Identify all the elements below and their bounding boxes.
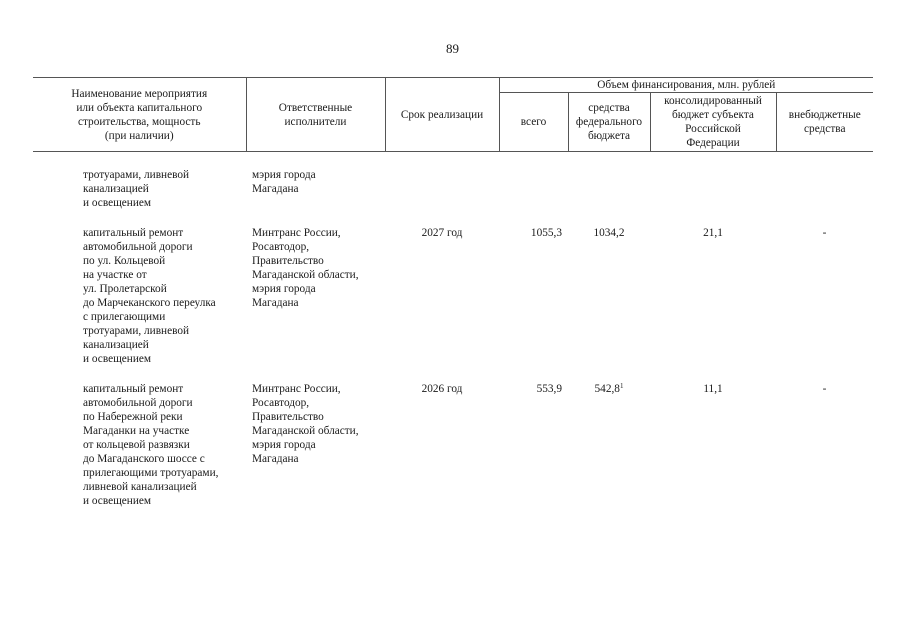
header-federal: средства федерального бюджета	[568, 93, 650, 152]
row-regional	[650, 168, 776, 210]
table-header	[33, 78, 873, 152]
row-term	[385, 168, 499, 210]
financing-table	[33, 77, 873, 508]
row-federal	[568, 168, 650, 210]
row-total: 1055,3	[530, 227, 562, 239]
row-responsible: мэрия города Магадана	[252, 169, 316, 195]
spacer	[33, 366, 873, 382]
row-term: 2027 год	[421, 227, 463, 239]
row-responsible: Минтранс России, Росавтодор, Правительство Магаданской области, мэрия города Магадана	[252, 383, 359, 465]
row-federal	[568, 226, 650, 366]
row-responsible: Минтранс России, Росавтодор, Правительство Магаданской области, мэрия города Магадана	[252, 227, 359, 309]
row-total	[499, 168, 568, 210]
row-name: тротуарами, ливневой канализацией и освещением	[83, 169, 190, 209]
header-regional: консолидированный бюджет субъекта Российской Федерации	[650, 93, 776, 152]
row-regional: 11,1	[703, 383, 723, 395]
row-extra	[776, 168, 873, 210]
row-federal	[568, 382, 650, 508]
spacer	[33, 152, 873, 169]
table-row	[33, 226, 873, 366]
row-name: капитальный ремонт автомобильной дороги по ул. Кольцевой на участке от ул. Пролетарской до Марчеканского переулка с прилегающими тротуарами, ливневой канализацией и освещением	[83, 227, 216, 365]
header-extra: внебюджетные средства	[776, 93, 873, 152]
header-term: Срок реализации	[385, 78, 499, 152]
row-total: 553,9	[536, 383, 562, 395]
table-row	[33, 382, 873, 508]
row-regional: 21,1	[703, 227, 723, 239]
row-federal-value: 1034,2	[593, 227, 625, 239]
header-total: всего	[499, 93, 568, 152]
header-responsible: Ответственные исполнители	[246, 78, 385, 152]
row-federal-footnote: 1	[619, 382, 624, 390]
row-term: 2026 год	[421, 383, 463, 395]
header-finance-group: Объем финансирования, млн. рублей	[499, 78, 873, 93]
page-number: 89	[446, 41, 459, 56]
spacer	[33, 210, 873, 226]
table-body	[33, 152, 873, 509]
row-extra: -	[822, 227, 827, 239]
row-federal-value: 542,8	[594, 383, 620, 395]
row-name: капитальный ремонт автомобильной дороги по Набережной реки Магаданки на участке от кольцевой развязки до Магаданского шоссе с прилегающими тротуарами, ливневой канализацией и освещением	[83, 383, 219, 507]
table-row	[33, 168, 873, 210]
header-name: Наименование мероприятия или объекта капитального строительства, мощность (при наличии)	[33, 78, 246, 152]
row-extra: -	[822, 383, 827, 395]
